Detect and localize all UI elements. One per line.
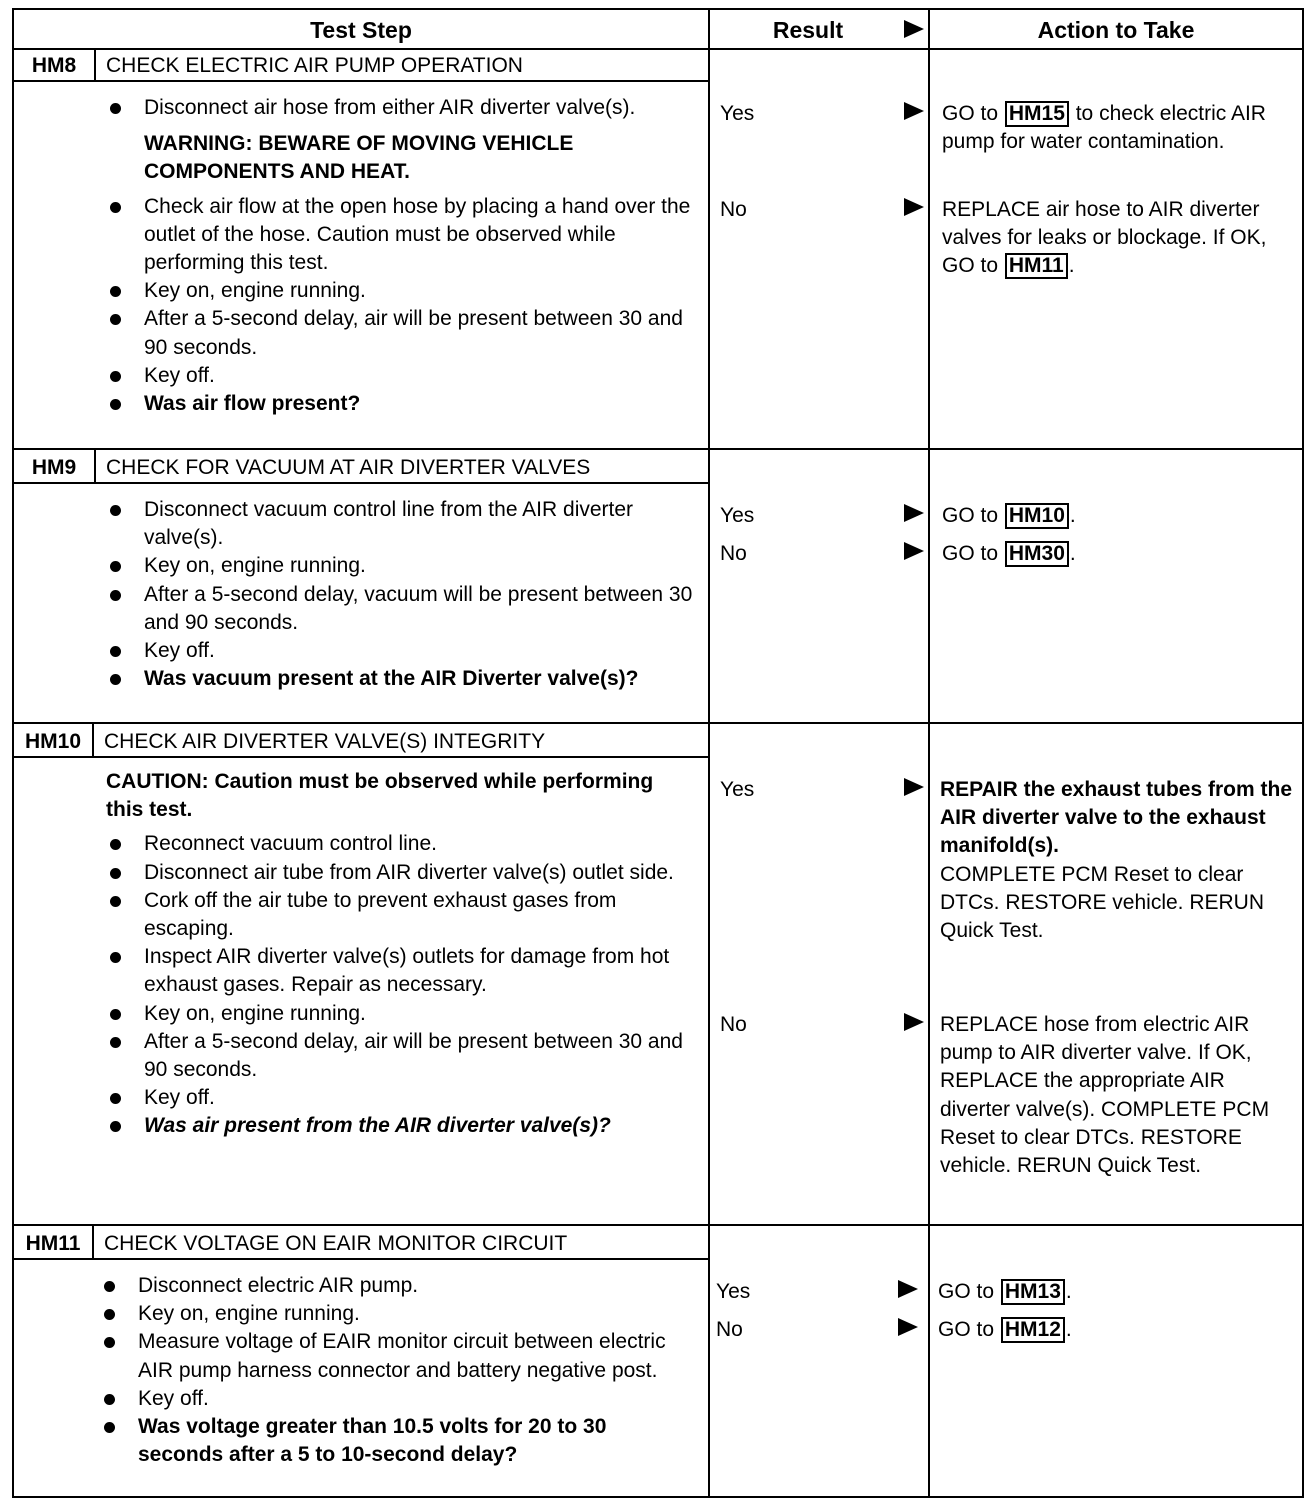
step-title: CHECK ELECTRIC AIR PUMP OPERATION (96, 48, 708, 82)
step-hm8 (14, 48, 1302, 450)
step-reference: HM10 (1005, 503, 1069, 529)
list-item: Key on, engine running. (106, 1000, 696, 1028)
list-item: Key off. (106, 637, 696, 665)
step-code: HM11 (14, 1226, 94, 1260)
step-instructions (106, 94, 696, 418)
result-yes: Yes (720, 778, 755, 801)
list-item: Cork off the air tube to prevent exhaust gases from escaping. (106, 887, 696, 943)
list-item: Disconnect electric AIR pump. (100, 1272, 696, 1300)
arrow-right-icon (898, 1280, 918, 1298)
step-code: HM8 (14, 48, 96, 82)
step-code: HM10 (14, 724, 94, 758)
step-title: CHECK VOLTAGE ON EAIR MONITOR CIRCUIT (94, 1226, 708, 1260)
list-item: Measure voltage of EAIR monitor circuit between electric AIR pump harness connector and battery negative post. (100, 1328, 696, 1384)
warning-text: WARNING: BEWARE OF MOVING VEHICLE COMPONENTS AND HEAT. (144, 132, 574, 184)
arrow-right-icon (904, 102, 924, 120)
action-yes: GO to HM15 to check electric AIR pump for water contamination. (942, 102, 1266, 154)
result-no: No (720, 1013, 747, 1036)
header-result: Result (772, 17, 844, 43)
step-instructions (106, 496, 696, 693)
result-yes: Yes (716, 1280, 751, 1303)
question-item: Was vacuum present at the AIR Diverter valve(s)? (106, 665, 696, 693)
list-item: Key on, engine running. (100, 1300, 696, 1328)
action-yes: GO to HM13 . (938, 1280, 1072, 1303)
action-no: GO to HM30 . (942, 542, 1076, 565)
step-reference: HM15 (1005, 101, 1069, 127)
arrow-right-icon (904, 198, 924, 216)
arrow-right-icon (904, 1013, 924, 1031)
step-reference: HM13 (1001, 1279, 1065, 1305)
action-yes: GO to HM10 . (942, 504, 1076, 527)
step-instructions (100, 1272, 696, 1469)
question-item: Was air present from the AIR diverter valve(s)? (106, 1112, 696, 1140)
arrow-right-icon (904, 504, 924, 522)
result-no: No (720, 198, 747, 221)
list-item: Reconnect vacuum control line. (106, 830, 696, 858)
list-item: Key off. (106, 1084, 696, 1112)
list-item: After a 5-second delay, air will be present between 30 and 90 seconds. (106, 305, 696, 361)
action-yes-bold: REPAIR the exhaust tubes from the AIR diverter valve to the exhaust manifold(s). (940, 778, 1292, 858)
list-item: Disconnect air tube from AIR diverter valve(s) outlet side. (106, 859, 696, 887)
list-item: Inspect AIR diverter valve(s) outlets for damage from hot exhaust gases. Repair as necessary. (106, 943, 696, 999)
action-no: REPLACE hose from electric AIR pump to AIR diverter valve. If OK, REPLACE the appropriate AIR diverter valve(s). COMPLETE PCM Reset to clear DTCs. RESTORE vehicle. RERUN Quick Test. (940, 1013, 1270, 1178)
step-title: CHECK FOR VACUUM AT AIR DIVERTER VALVES (96, 450, 708, 484)
arrow-right-icon (898, 1318, 918, 1336)
list-item: Key on, engine running. (106, 277, 696, 305)
question-item: Was voltage greater than 10.5 volts for 20 to 30 seconds after a 5 to 10-second delay? (100, 1413, 696, 1469)
step-code: HM9 (14, 450, 96, 484)
arrow-right-icon (904, 542, 924, 560)
diagnostic-table (12, 8, 1304, 1498)
action-no: GO to HM12 . (938, 1318, 1072, 1341)
list-item: Key off. (100, 1385, 696, 1413)
list-item: Disconnect vacuum control line from the AIR diverter valve(s). (106, 496, 696, 552)
header-arrow-icon (904, 20, 924, 38)
action-yes-detail: COMPLETE PCM Reset to clear DTCs. RESTORE vehicle. RERUN Quick Test. (940, 862, 1265, 943)
list-item: Check air flow at the open hose by placing a hand over the outlet of the hose. Caution must be observed while performing this test. (106, 193, 696, 278)
header-action: Action to Take (1037, 17, 1195, 43)
list-item: After a 5-second delay, air will be present between 30 and 90 seconds. (106, 1028, 696, 1084)
step-instructions (106, 768, 696, 1141)
table-header (14, 10, 1302, 50)
action-no: REPLACE air hose to AIR diverter valves for leaks or blockage. If OK, GO to HM11 . (942, 198, 1267, 278)
list-item: Key on, engine running. (106, 552, 696, 580)
result-no: No (720, 542, 747, 565)
list-item: Key off. (106, 362, 696, 390)
step-hm11 (14, 1226, 1302, 1496)
step-hm9 (14, 450, 1302, 724)
list-item: Disconnect air hose from either AIR diverter valve(s). (106, 94, 696, 122)
result-yes: Yes (720, 504, 755, 527)
step-reference: HM12 (1001, 1317, 1065, 1343)
step-reference: HM11 (1005, 253, 1068, 279)
result-yes: Yes (720, 102, 755, 125)
step-hm10 (14, 724, 1302, 1226)
question-item: Was air flow present? (106, 390, 696, 418)
arrow-right-icon (904, 778, 924, 796)
result-no: No (716, 1318, 743, 1341)
step-reference: HM30 (1005, 541, 1069, 567)
action-yes (940, 776, 1300, 945)
list-item: After a 5-second delay, vacuum will be present between 30 and 90 seconds. (106, 581, 696, 637)
header-test-step: Test Step (310, 17, 412, 43)
caution-text: CAUTION: Caution must be observed while performing this test. (106, 770, 654, 822)
step-title: CHECK AIR DIVERTER VALVE(S) INTEGRITY (94, 724, 708, 758)
